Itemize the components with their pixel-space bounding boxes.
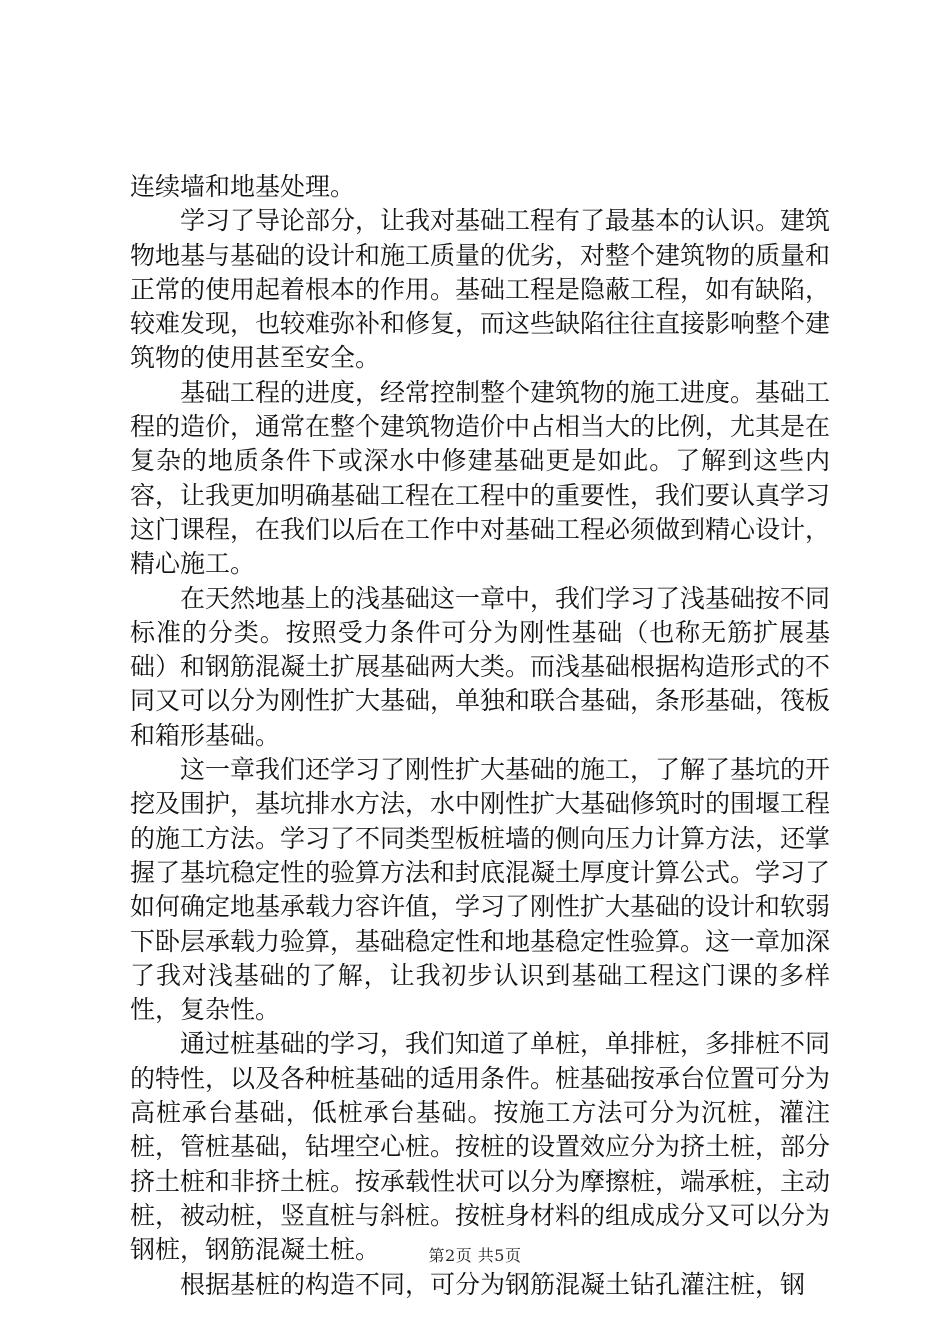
document-body: [130, 170, 830, 1302]
paragraph-shallow-foundation-types: 在天然地基上的浅基础这一章中，我们学习了浅基础按不同标准的分类。按照受力条件可分为刚性基础（也称无筋扩展基础）和钢筋混凝土扩展基础两大类。而浅基础根据构造形式的不同又可以分为刚性扩大基础，单独和联合基础，条形基础，筏板和箱形基础。: [130, 583, 831, 750]
paragraph-pile-foundation: 通过桩基础的学习，我们知道了单桩，单排桩，多排桩不同的特性，以及各种桩基础的适用条件。桩基础按承台位置可分为高桩承台基础，低桩承台基础。按施工方法可分为沉桩，灌注桩，管桩基础，钻埋空心桩。按桩的设置效应分为挤土桩，部分挤土桩和非挤土桩。按承载性状可以分为摩擦桩，端承桩，主动桩，被动桩，竖直桩与斜桩。按桩身材料的组成成分又可以分为钢桩，钢筋混凝土桩。: [130, 1029, 831, 1265]
paragraph-pile-structure: 根据基桩的构造不同，可分为钢筋混凝土钻孔灌注桩，钢: [180, 1269, 806, 1299]
paragraph-rigid-foundation-construction: 这一章我们还学习了刚性扩大基础的施工，了解了基坑的开挖及围护，基坑排水方法，水中刚性扩大基础修筑时的围堰工程的施工方法。学习了不同类型板桩墙的侧向压力计算方法，还掌握了基坑稳定性的验算方法和封底混凝土厚度计算公式。学习了如何确定地基承载力容许值，学习了刚性扩大基础的设计和软弱下卧层承载力验算，基础稳定性和地基稳定性验算。这一章加深了我对浅基础的了解，让我初步认识到基础工程这门课的多样性，复杂性。: [130, 755, 831, 1025]
paragraph-continuation: 连续墙和地基处理。: [130, 172, 356, 201]
paragraph-progress-cost: 基础工程的进度，经常控制整个建筑物的施工进度。基础工程的造价，通常在整个建筑物造价中占相当大的比例，尤其是在复杂的地质条件下或深水中修建基础更是如此。了解到这些内容，让我更加明确基础工程在工程中的重要性，我们要认真学习这门课程，在我们以后在工作中对基础工程必须做到精心设计，精心施工。: [130, 377, 831, 579]
page-number-footer: 第2页 共5页: [428, 1246, 522, 1265]
paragraph-intro-summary: 学习了导论部分，让我对基础工程有了最基本的认识。建筑物地基与基础的设计和施工质量的优劣，对整个建筑物的质量和正常的使用起着根本的作用。基础工程是隐蔽工程，如有缺陷，较难发现，也较难弥补和修复，而这些缺陷往往直接影响整个建筑物的使用甚至安全。: [130, 206, 831, 373]
